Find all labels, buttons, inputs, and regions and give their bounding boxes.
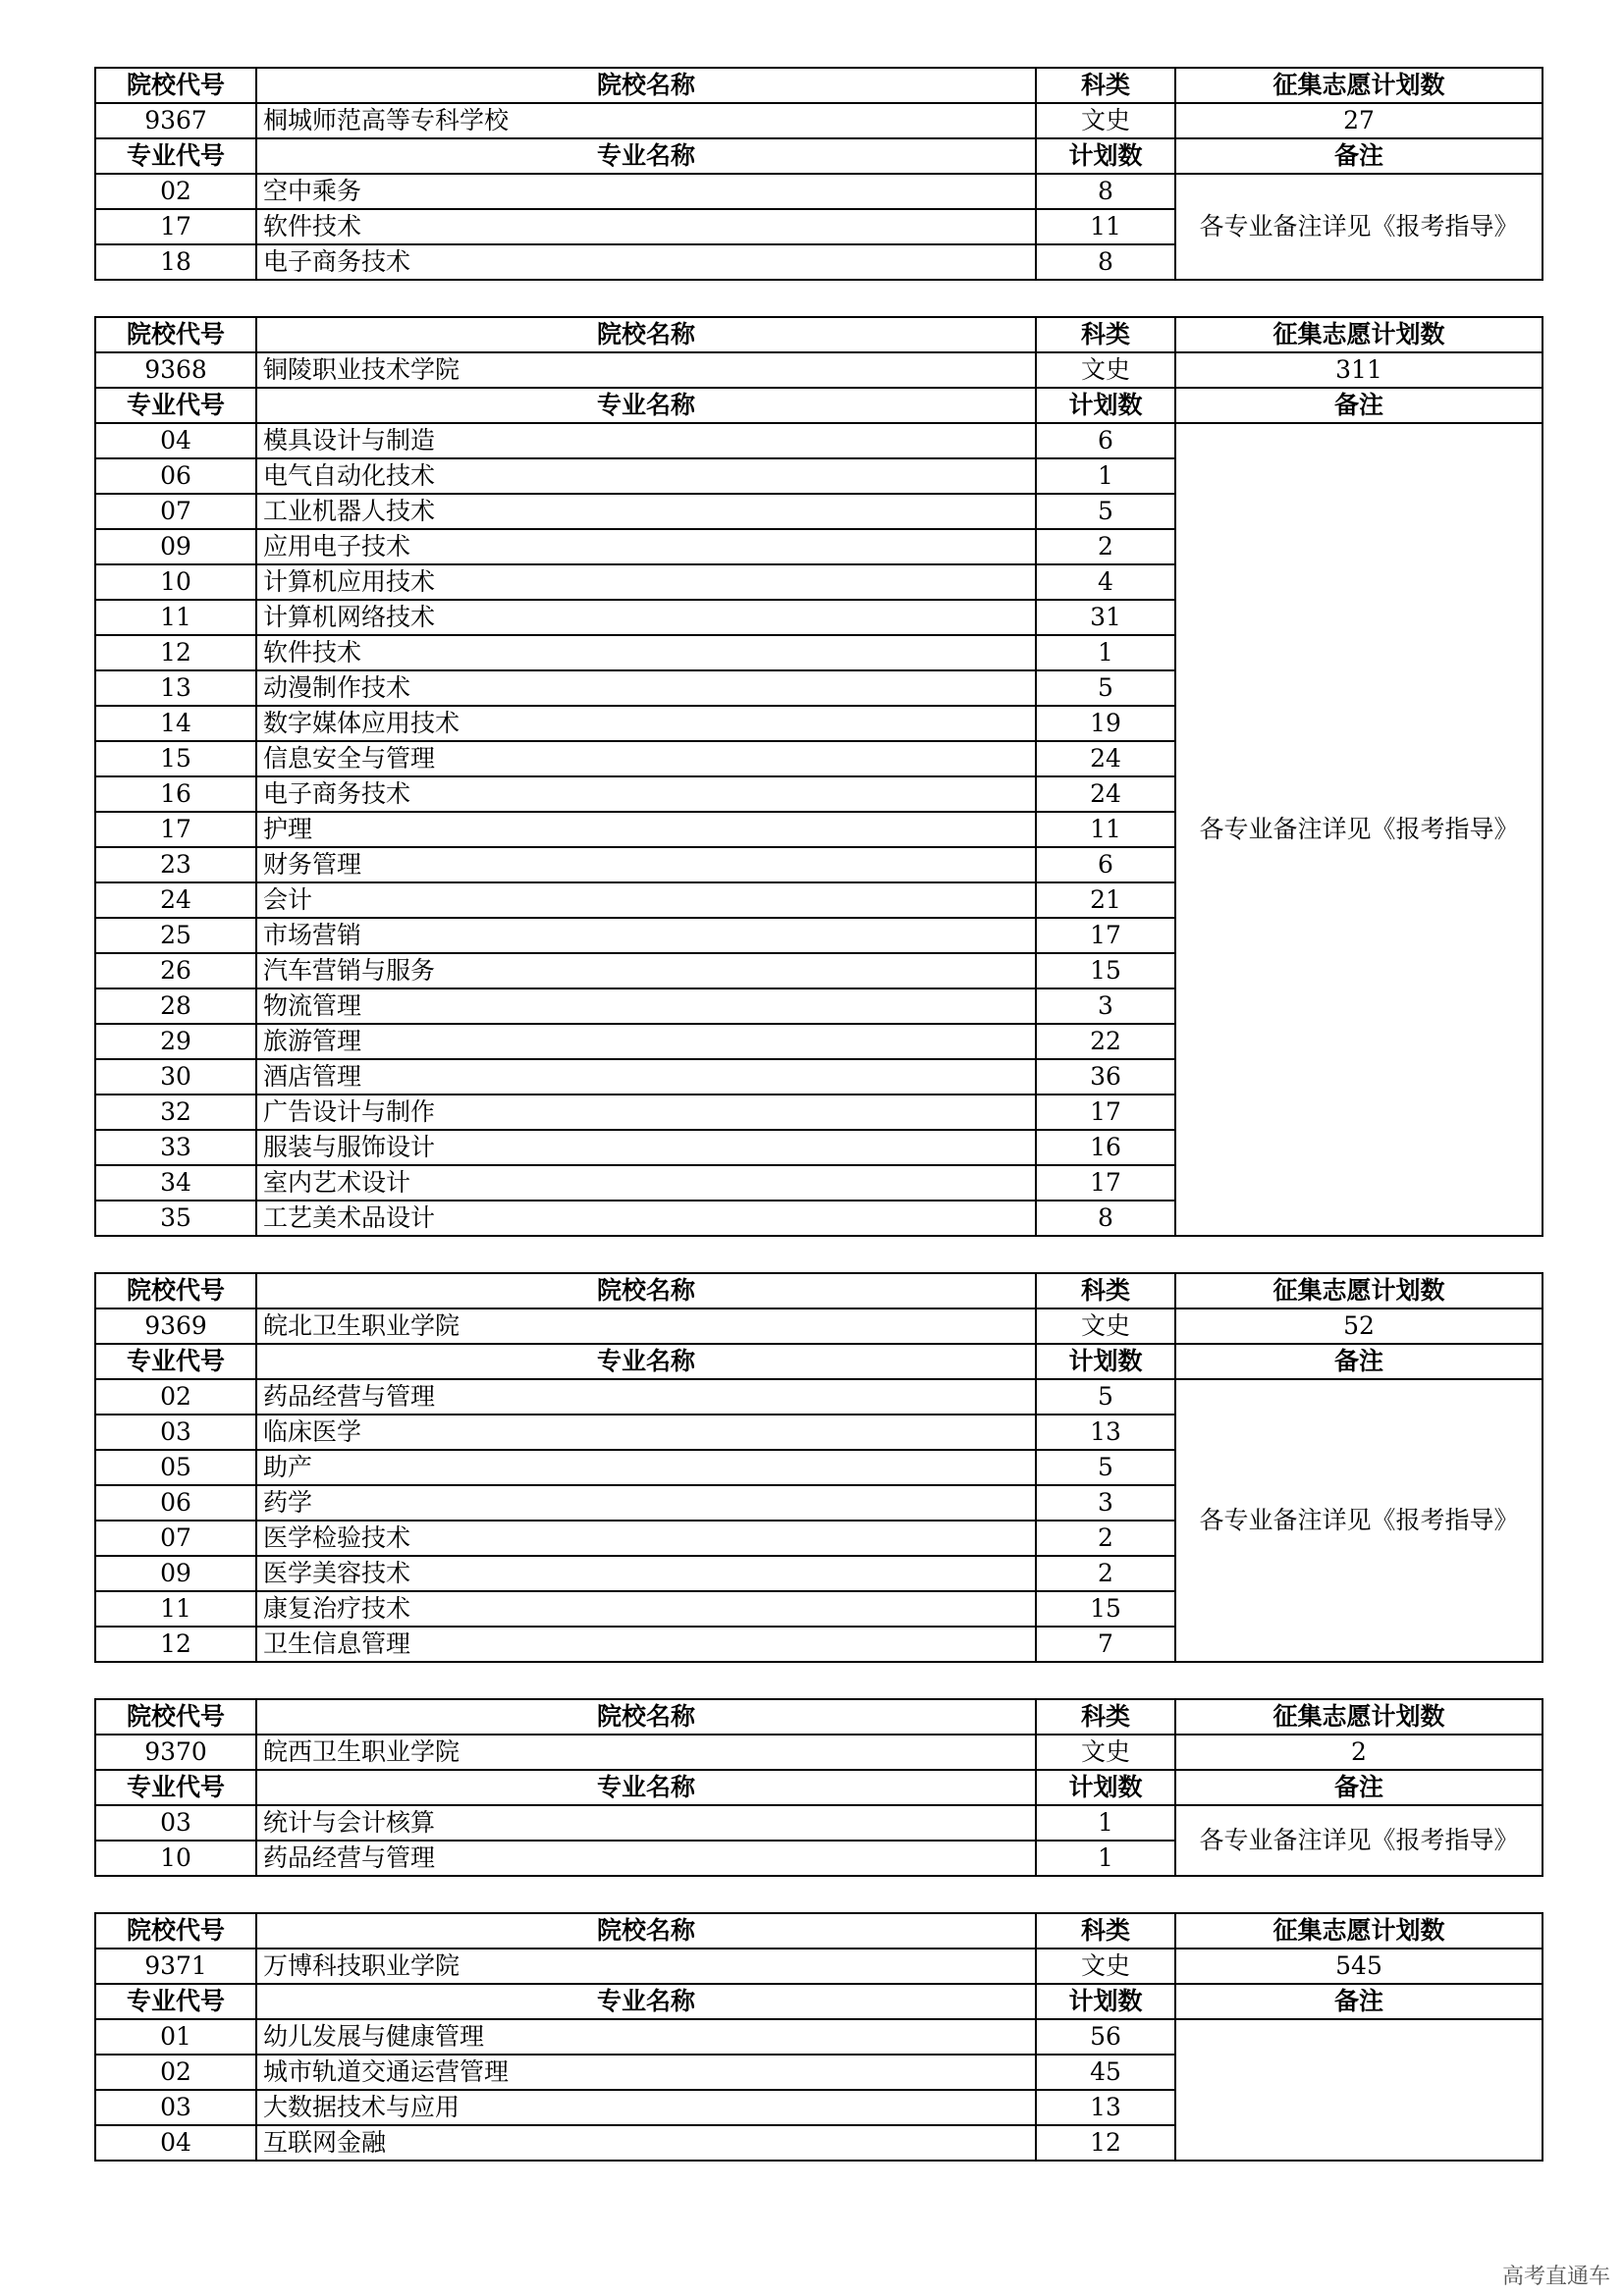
major-row bbox=[95, 174, 1543, 209]
school-code-header: 院校代号 bbox=[95, 1913, 256, 1949]
school-category: 文史 bbox=[1036, 1308, 1175, 1344]
table-gap bbox=[94, 1663, 1542, 1698]
major-code: 13 bbox=[95, 670, 256, 706]
major-remark: 各专业备注详见《报考指导》 bbox=[1175, 1805, 1543, 1876]
major-name: 医学美容技术 bbox=[256, 1556, 1036, 1591]
major-name: 会计 bbox=[256, 882, 1036, 918]
school-code-header: 院校代号 bbox=[95, 317, 256, 352]
school-info-row bbox=[95, 1735, 1543, 1770]
major-plan-count: 5 bbox=[1036, 670, 1175, 706]
major-plan-count: 6 bbox=[1036, 847, 1175, 882]
major-name: 大数据技术与应用 bbox=[256, 2090, 1036, 2125]
major-code: 11 bbox=[95, 600, 256, 635]
major-plan-count: 36 bbox=[1036, 1059, 1175, 1095]
school-info-row bbox=[95, 103, 1543, 138]
major-plan-count: 5 bbox=[1036, 494, 1175, 529]
major-plan-count: 8 bbox=[1036, 174, 1175, 209]
major-plan-count: 4 bbox=[1036, 564, 1175, 600]
major-header-row bbox=[95, 1770, 1543, 1805]
major-plan-count: 15 bbox=[1036, 1591, 1175, 1627]
major-code: 07 bbox=[95, 494, 256, 529]
major-remark: 各专业备注详见《报考指导》 bbox=[1175, 423, 1543, 1236]
major-plan-count: 45 bbox=[1036, 2055, 1175, 2090]
remark-header: 备注 bbox=[1175, 138, 1543, 174]
school-name-header: 院校名称 bbox=[256, 1273, 1036, 1308]
major-remark bbox=[1175, 2019, 1543, 2161]
major-name: 汽车营销与服务 bbox=[256, 953, 1036, 988]
major-plan-count: 24 bbox=[1036, 776, 1175, 812]
major-plan-count: 17 bbox=[1036, 1095, 1175, 1130]
major-plan-count: 56 bbox=[1036, 2019, 1175, 2055]
school-code: 9370 bbox=[95, 1735, 256, 1770]
major-code: 07 bbox=[95, 1521, 256, 1556]
major-code: 02 bbox=[95, 2055, 256, 2090]
category-header: 科类 bbox=[1036, 1273, 1175, 1308]
major-code: 04 bbox=[95, 2125, 256, 2161]
major-plan-count: 7 bbox=[1036, 1627, 1175, 1662]
major-plan-count: 31 bbox=[1036, 600, 1175, 635]
major-code-header: 专业代号 bbox=[95, 138, 256, 174]
major-plan-count: 13 bbox=[1036, 1415, 1175, 1450]
major-code: 09 bbox=[95, 529, 256, 564]
major-name: 动漫制作技术 bbox=[256, 670, 1036, 706]
major-name-header: 专业名称 bbox=[256, 1984, 1036, 2019]
remark-header: 备注 bbox=[1175, 1984, 1543, 2019]
category-header: 科类 bbox=[1036, 317, 1175, 352]
major-plan-count: 12 bbox=[1036, 2125, 1175, 2161]
major-code: 25 bbox=[95, 918, 256, 953]
major-plan-count: 17 bbox=[1036, 918, 1175, 953]
major-code: 18 bbox=[95, 244, 256, 280]
school-name-header: 院校名称 bbox=[256, 1913, 1036, 1949]
major-code: 03 bbox=[95, 1805, 256, 1841]
school-table bbox=[94, 1912, 1543, 2162]
school-header-row bbox=[95, 1913, 1543, 1949]
major-plan-count: 24 bbox=[1036, 741, 1175, 776]
major-plan-count: 11 bbox=[1036, 812, 1175, 847]
major-row bbox=[95, 1805, 1543, 1841]
plan-count-header: 计划数 bbox=[1036, 388, 1175, 423]
major-code: 05 bbox=[95, 1450, 256, 1485]
major-name-header: 专业名称 bbox=[256, 1344, 1036, 1379]
major-row bbox=[95, 1379, 1543, 1415]
major-name: 电子商务技术 bbox=[256, 244, 1036, 280]
school-code-header: 院校代号 bbox=[95, 68, 256, 103]
major-code: 17 bbox=[95, 812, 256, 847]
major-name-header: 专业名称 bbox=[256, 1770, 1036, 1805]
major-code: 30 bbox=[95, 1059, 256, 1095]
major-name: 药品经营与管理 bbox=[256, 1841, 1036, 1876]
major-code-header: 专业代号 bbox=[95, 388, 256, 423]
major-name: 药品经营与管理 bbox=[256, 1379, 1036, 1415]
major-plan-count: 3 bbox=[1036, 988, 1175, 1024]
major-code: 06 bbox=[95, 458, 256, 494]
major-name: 旅游管理 bbox=[256, 1024, 1036, 1059]
major-plan-count: 8 bbox=[1036, 1201, 1175, 1236]
school-header-row bbox=[95, 1699, 1543, 1735]
major-plan-count: 13 bbox=[1036, 2090, 1175, 2125]
table-gap bbox=[94, 281, 1542, 316]
major-code: 02 bbox=[95, 174, 256, 209]
plan-total-header: 征集志愿计划数 bbox=[1175, 68, 1543, 103]
category-header: 科类 bbox=[1036, 68, 1175, 103]
major-name: 市场营销 bbox=[256, 918, 1036, 953]
major-name: 空中乘务 bbox=[256, 174, 1036, 209]
school-plan-total: 2 bbox=[1175, 1735, 1543, 1770]
major-name: 助产 bbox=[256, 1450, 1036, 1485]
major-name: 软件技术 bbox=[256, 209, 1036, 244]
major-name: 服装与服饰设计 bbox=[256, 1130, 1036, 1165]
category-header: 科类 bbox=[1036, 1699, 1175, 1735]
category-header: 科类 bbox=[1036, 1913, 1175, 1949]
school-category: 文史 bbox=[1036, 352, 1175, 388]
school-plan-total: 27 bbox=[1175, 103, 1543, 138]
plan-total-header: 征集志愿计划数 bbox=[1175, 1699, 1543, 1735]
major-name: 数字媒体应用技术 bbox=[256, 706, 1036, 741]
major-code: 03 bbox=[95, 1415, 256, 1450]
major-code: 24 bbox=[95, 882, 256, 918]
major-code-header: 专业代号 bbox=[95, 1770, 256, 1805]
major-name: 护理 bbox=[256, 812, 1036, 847]
major-name: 广告设计与制作 bbox=[256, 1095, 1036, 1130]
school-code: 9371 bbox=[95, 1949, 256, 1984]
school-header-row bbox=[95, 317, 1543, 352]
major-plan-count: 2 bbox=[1036, 1521, 1175, 1556]
plan-count-header: 计划数 bbox=[1036, 138, 1175, 174]
major-plan-count: 1 bbox=[1036, 635, 1175, 670]
major-plan-count: 22 bbox=[1036, 1024, 1175, 1059]
table-gap bbox=[94, 1237, 1542, 1272]
watermark: 高考直通车 bbox=[1501, 2265, 1610, 2289]
major-plan-count: 19 bbox=[1036, 706, 1175, 741]
major-code: 35 bbox=[95, 1201, 256, 1236]
major-code: 12 bbox=[95, 1627, 256, 1662]
major-plan-count: 17 bbox=[1036, 1165, 1175, 1201]
major-name: 工艺美术品设计 bbox=[256, 1201, 1036, 1236]
school-name: 铜陵职业技术学院 bbox=[256, 352, 1036, 388]
major-plan-count: 5 bbox=[1036, 1379, 1175, 1415]
major-name: 物流管理 bbox=[256, 988, 1036, 1024]
major-plan-count: 8 bbox=[1036, 244, 1175, 280]
major-name: 信息安全与管理 bbox=[256, 741, 1036, 776]
school-name: 万博科技职业学院 bbox=[256, 1949, 1036, 1984]
major-name: 医学检验技术 bbox=[256, 1521, 1036, 1556]
remark-header: 备注 bbox=[1175, 1344, 1543, 1379]
school-plan-total: 52 bbox=[1175, 1308, 1543, 1344]
major-name: 软件技术 bbox=[256, 635, 1036, 670]
major-name: 电气自动化技术 bbox=[256, 458, 1036, 494]
school-info-row bbox=[95, 352, 1543, 388]
major-name: 工业机器人技术 bbox=[256, 494, 1036, 529]
major-row bbox=[95, 2019, 1543, 2055]
major-name: 电子商务技术 bbox=[256, 776, 1036, 812]
school-category: 文史 bbox=[1036, 1735, 1175, 1770]
major-code: 33 bbox=[95, 1130, 256, 1165]
major-name: 计算机应用技术 bbox=[256, 564, 1036, 600]
school-category: 文史 bbox=[1036, 103, 1175, 138]
major-name: 酒店管理 bbox=[256, 1059, 1036, 1095]
major-code: 32 bbox=[95, 1095, 256, 1130]
major-code: 14 bbox=[95, 706, 256, 741]
major-plan-count: 11 bbox=[1036, 209, 1175, 244]
school-code: 9369 bbox=[95, 1308, 256, 1344]
major-name: 财务管理 bbox=[256, 847, 1036, 882]
major-code-header: 专业代号 bbox=[95, 1344, 256, 1379]
major-name: 应用电子技术 bbox=[256, 529, 1036, 564]
major-name-header: 专业名称 bbox=[256, 138, 1036, 174]
major-code: 15 bbox=[95, 741, 256, 776]
major-plan-count: 1 bbox=[1036, 1805, 1175, 1841]
major-code: 02 bbox=[95, 1379, 256, 1415]
major-header-row bbox=[95, 388, 1543, 423]
major-code: 10 bbox=[95, 1841, 256, 1876]
school-header-row bbox=[95, 68, 1543, 103]
plan-count-header: 计划数 bbox=[1036, 1770, 1175, 1805]
school-name: 皖北卫生职业学院 bbox=[256, 1308, 1036, 1344]
school-plan-total: 311 bbox=[1175, 352, 1543, 388]
major-plan-count: 1 bbox=[1036, 458, 1175, 494]
school-table bbox=[94, 1272, 1543, 1663]
major-code: 04 bbox=[95, 423, 256, 458]
school-header-row bbox=[95, 1273, 1543, 1308]
major-code: 03 bbox=[95, 2090, 256, 2125]
admission-plan-tables bbox=[94, 67, 1542, 2162]
major-code: 06 bbox=[95, 1485, 256, 1521]
school-table bbox=[94, 316, 1543, 1237]
school-info-row bbox=[95, 1949, 1543, 1984]
school-code: 9368 bbox=[95, 352, 256, 388]
school-category: 文史 bbox=[1036, 1949, 1175, 1984]
major-code-header: 专业代号 bbox=[95, 1984, 256, 2019]
major-remark: 各专业备注详见《报考指导》 bbox=[1175, 1379, 1543, 1662]
major-code: 34 bbox=[95, 1165, 256, 1201]
major-header-row bbox=[95, 1984, 1543, 2019]
major-code: 01 bbox=[95, 2019, 256, 2055]
major-code: 09 bbox=[95, 1556, 256, 1591]
major-row bbox=[95, 423, 1543, 458]
school-info-row bbox=[95, 1308, 1543, 1344]
major-remark: 各专业备注详见《报考指导》 bbox=[1175, 174, 1543, 280]
plan-total-header: 征集志愿计划数 bbox=[1175, 317, 1543, 352]
major-code: 10 bbox=[95, 564, 256, 600]
major-plan-count: 1 bbox=[1036, 1841, 1175, 1876]
major-name: 药学 bbox=[256, 1485, 1036, 1521]
school-table bbox=[94, 67, 1543, 281]
major-name: 临床医学 bbox=[256, 1415, 1036, 1450]
major-name: 卫生信息管理 bbox=[256, 1627, 1036, 1662]
major-plan-count: 16 bbox=[1036, 1130, 1175, 1165]
major-code: 17 bbox=[95, 209, 256, 244]
major-plan-count: 21 bbox=[1036, 882, 1175, 918]
major-name: 康复治疗技术 bbox=[256, 1591, 1036, 1627]
major-name: 室内艺术设计 bbox=[256, 1165, 1036, 1201]
major-code: 26 bbox=[95, 953, 256, 988]
major-code: 16 bbox=[95, 776, 256, 812]
school-code-header: 院校代号 bbox=[95, 1699, 256, 1735]
major-name-header: 专业名称 bbox=[256, 388, 1036, 423]
major-code: 29 bbox=[95, 1024, 256, 1059]
remark-header: 备注 bbox=[1175, 1770, 1543, 1805]
major-code: 28 bbox=[95, 988, 256, 1024]
school-code: 9367 bbox=[95, 103, 256, 138]
major-name: 统计与会计核算 bbox=[256, 1805, 1036, 1841]
major-code: 12 bbox=[95, 635, 256, 670]
remark-header: 备注 bbox=[1175, 388, 1543, 423]
major-plan-count: 5 bbox=[1036, 1450, 1175, 1485]
major-header-row bbox=[95, 138, 1543, 174]
plan-count-header: 计划数 bbox=[1036, 1344, 1175, 1379]
plan-count-header: 计划数 bbox=[1036, 1984, 1175, 2019]
major-name: 互联网金融 bbox=[256, 2125, 1036, 2161]
school-name-header: 院校名称 bbox=[256, 317, 1036, 352]
school-name-header: 院校名称 bbox=[256, 68, 1036, 103]
plan-total-header: 征集志愿计划数 bbox=[1175, 1273, 1543, 1308]
school-code-header: 院校代号 bbox=[95, 1273, 256, 1308]
school-table bbox=[94, 1698, 1543, 1877]
major-plan-count: 6 bbox=[1036, 423, 1175, 458]
major-plan-count: 2 bbox=[1036, 529, 1175, 564]
school-name-header: 院校名称 bbox=[256, 1699, 1036, 1735]
major-code: 23 bbox=[95, 847, 256, 882]
major-plan-count: 3 bbox=[1036, 1485, 1175, 1521]
school-plan-total: 545 bbox=[1175, 1949, 1543, 1984]
major-code: 11 bbox=[95, 1591, 256, 1627]
major-plan-count: 2 bbox=[1036, 1556, 1175, 1591]
major-plan-count: 15 bbox=[1036, 953, 1175, 988]
major-name: 模具设计与制造 bbox=[256, 423, 1036, 458]
major-name: 计算机网络技术 bbox=[256, 600, 1036, 635]
major-header-row bbox=[95, 1344, 1543, 1379]
table-gap bbox=[94, 1877, 1542, 1912]
major-name: 幼儿发展与健康管理 bbox=[256, 2019, 1036, 2055]
major-name: 城市轨道交通运营管理 bbox=[256, 2055, 1036, 2090]
school-name: 皖西卫生职业学院 bbox=[256, 1735, 1036, 1770]
school-name: 桐城师范高等专科学校 bbox=[256, 103, 1036, 138]
plan-total-header: 征集志愿计划数 bbox=[1175, 1913, 1543, 1949]
